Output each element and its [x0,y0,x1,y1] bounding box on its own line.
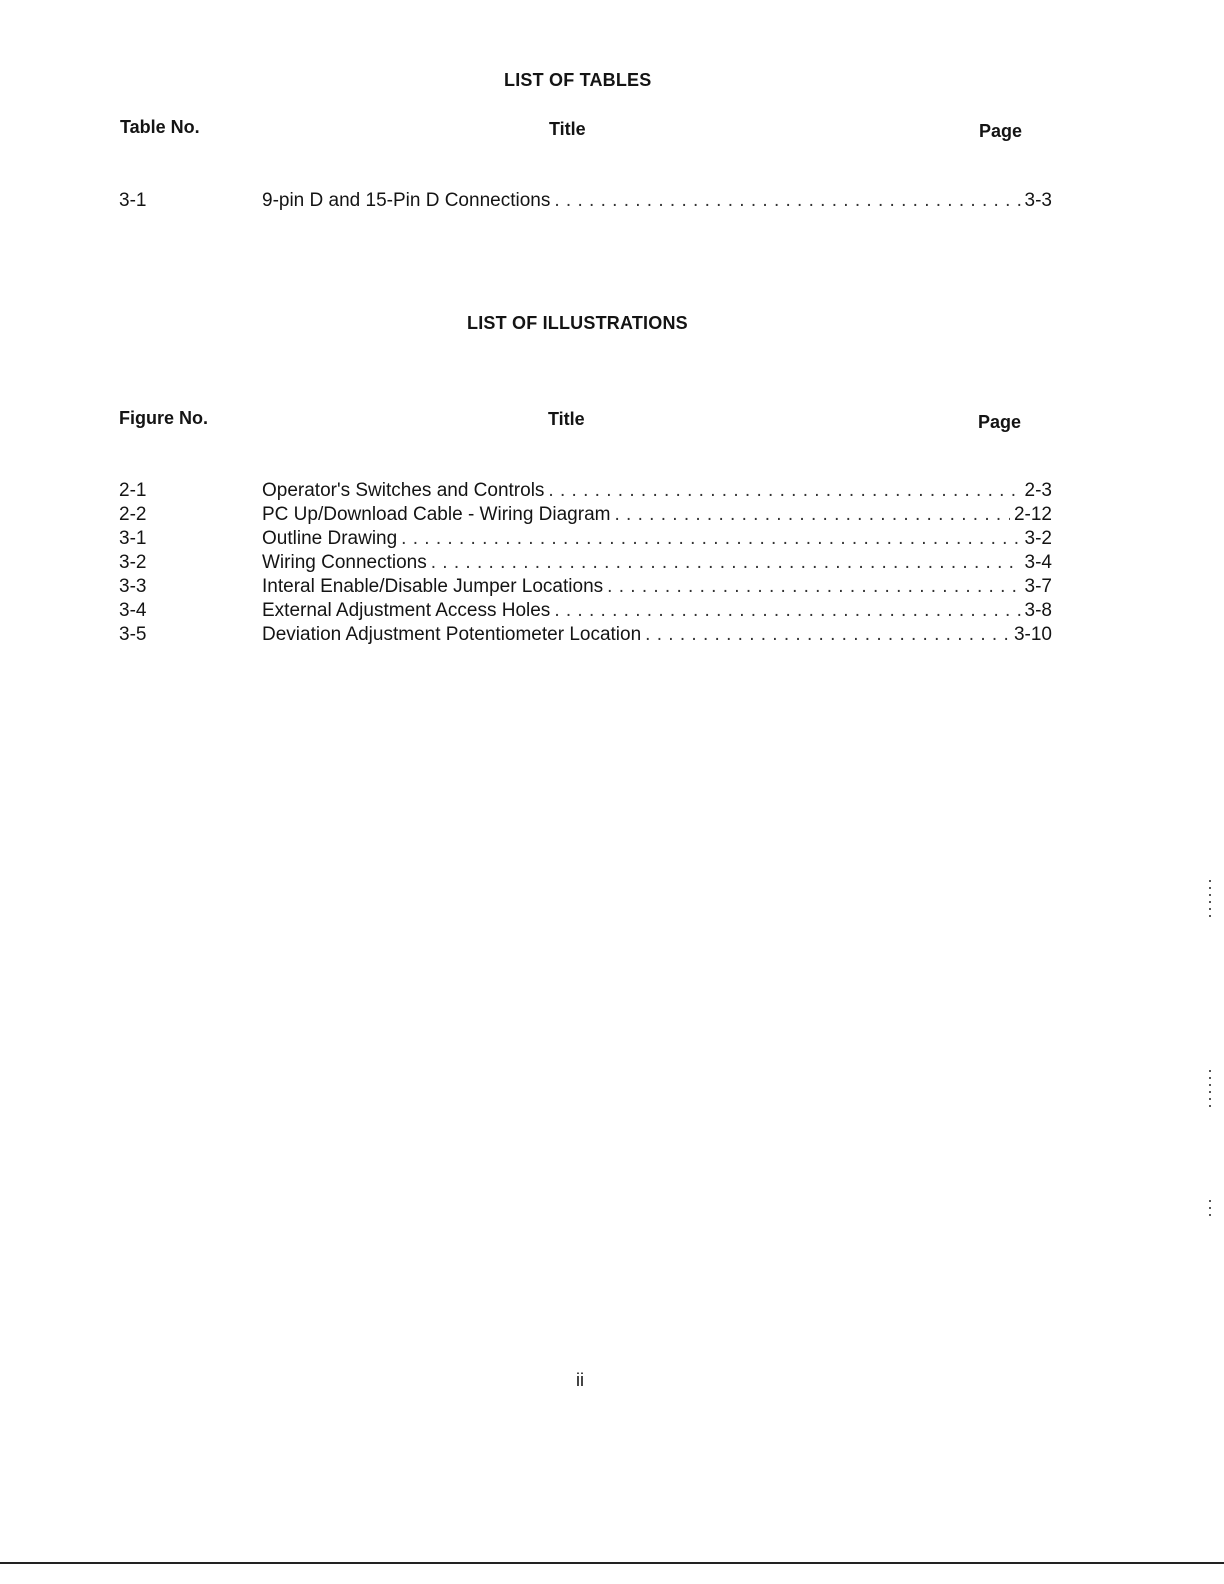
tables-col-number-header: Table No. [120,117,200,137]
figure-page: 3-4 [1024,552,1052,573]
figure-number: 2-1 [119,480,147,501]
scan-edge-marks [1209,1070,1211,1110]
table-entry[interactable] [0,190,1224,214]
figure-entry[interactable] [0,600,1224,624]
figures-col-number-header: Figure No. [119,408,208,428]
figure-page: 3-8 [1024,600,1052,621]
tables-heading: LIST OF TABLES [504,70,652,90]
figure-title: Operator's Switches and Controls [262,480,545,501]
figure-entry[interactable] [0,528,1224,552]
figure-number: 3-5 [119,624,147,645]
dot-leader [401,528,1020,550]
figure-page: 3-2 [1024,528,1052,549]
figure-number: 3-4 [119,600,147,621]
tables-col-title-header: Title [549,119,586,139]
figure-page: 2-3 [1024,480,1052,501]
figure-entry[interactable] [0,504,1224,528]
figure-number: 2-2 [119,504,147,525]
table-page: 3-3 [1024,190,1052,211]
illustrations-heading: LIST OF ILLUSTRATIONS [467,313,688,333]
figure-page: 3-7 [1024,576,1052,597]
page-number: ii [576,1370,584,1390]
scan-edge-marks [1209,1200,1211,1220]
figure-title: Interal Enable/Disable Jumper Locations [262,576,604,597]
figure-title: Deviation Adjustment Potentiometer Location [262,624,642,645]
figure-number: 3-3 [119,576,147,597]
tables-col-page-header: Page [979,121,1023,141]
dot-leader [554,190,1020,212]
figures-col-page-header: Page [978,412,1022,432]
dot-leader [645,624,1010,646]
figure-entry[interactable] [0,624,1224,648]
dot-leader [614,504,1010,526]
figure-title: Outline Drawing [262,528,398,549]
table-number: 3-1 [119,190,147,211]
dot-leader [548,480,1020,502]
dot-leader [607,576,1020,598]
figure-title: PC Up/Download Cable - Wiring Diagram [262,504,611,525]
figure-entry[interactable] [0,576,1224,600]
figure-entry[interactable] [0,480,1224,504]
dot-leader [554,600,1020,622]
figure-number: 3-2 [119,552,147,573]
figure-page: 2-12 [1013,504,1052,525]
figure-title: Wiring Connections [262,552,427,573]
bottom-rule [0,1562,1224,1564]
figure-page: 3-10 [1013,624,1052,645]
figure-number: 3-1 [119,528,147,549]
table-title: 9-pin D and 15-Pin D Connections [262,190,551,211]
scan-edge-marks [1209,880,1211,920]
dot-leader [431,552,1021,574]
figure-title: External Adjustment Access Holes [262,600,551,621]
figure-entry[interactable] [0,552,1224,576]
figures-col-title-header: Title [548,409,585,429]
